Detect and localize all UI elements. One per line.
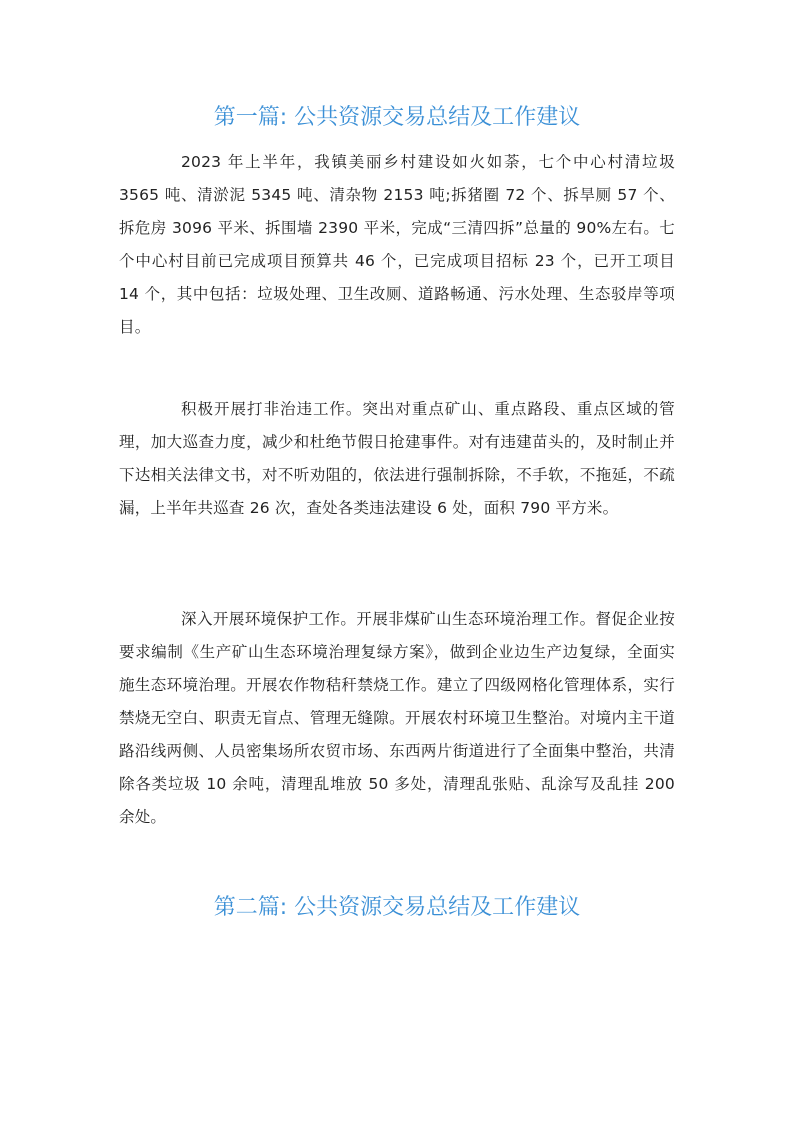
paragraph-3: 深入开展环境保护工作。开展非煤矿山生态环境治理工作。督促企业按要求编制《生产矿山生态环境治理复绿方案》，做到企业边生产边复绿，全面实施生态环境治理。开展农作物秸秆禁烧工作。建立了四级网格化管理体系，实行禁烧无空白、职责无盲点、管理无缝隙。开展农村环境卫生整治。对境内主干道路沿线两侧、人员密集场所农贸市场、东西两片街道进行了全面集中整治，共清除各类垃圾 10 余吨，清理乱堆放 50 多处，清理乱张贴、乱涂写及乱挂 200 余处。 [119,610,675,826]
section-title-2: 第二篇: 公共资源交易总结及工作建议 [213,895,581,920]
paragraph-1: 2023 年上半年，我镇美丽乡村建设如火如荼，七个中心村清垃圾 3565 吨、清淤泥 5345 吨、清杂物 2153 吨;拆猪圈 72 个、拆旱厕 57 个、拆危房 3096 平米、拆围墙 2390 平米，完成“三清四拆”总量的 90%左右。七个中心村目前已完成项目预算共 46 个，已完成项目招标 23 个，已开工项目 14 个，其中包括：垃圾处理、卫生改厕、道路畅通、污水处理、生态驳岸等项目。 [119,153,675,336]
section-title-1: 第一篇: 公共资源交易总结及工作建议 [213,105,581,130]
paragraph-2: 积极开展打非治违工作。突出对重点矿山、重点路段、重点区域的管理，加大巡查力度，减少和杜绝节假日抢建事件。对有违建苗头的，及时制止并下达相关法律文书，对不听劝阻的，依法进行强制拆除，不手软，不拖延，不疏漏，上半年共巡查 26 次，查处各类违法建设 6 处，面积 790 平方米。 [119,400,675,517]
